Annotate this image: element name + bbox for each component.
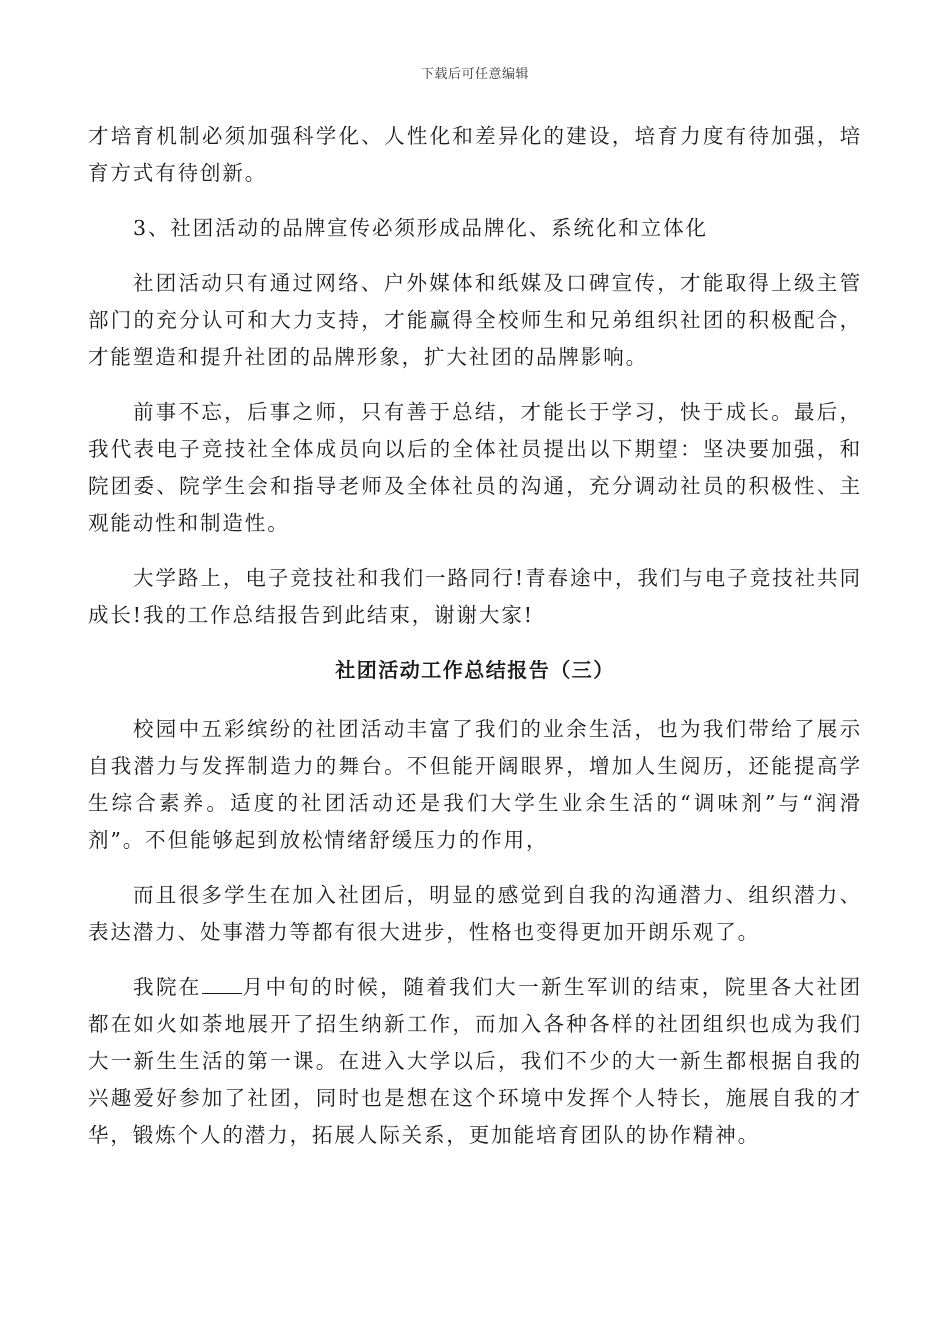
paragraph-continued: 才培育机制必须加强科学化、人性化和差异化的建设，培育力度有待加强，培育方式有待创新。 — [88, 124, 862, 185]
section-title: 社团活动工作总结报告（三） — [335, 658, 615, 682]
fill-in-blank — [202, 973, 242, 994]
paragraph-intro: 校园中五彩缤纷的社团活动丰富了我们的业余生活，也为我们带给了展示自我潜力与发挥制造力的舞台。不但能开阔眼界，增加人生阅历，还能提高学生综合素养。适度的社团活动还是我们大学生业余生活的“调味剂”与“润滑剂”。不但能够起到放松情绪舒缓压力的作用， — [88, 717, 862, 852]
paragraph-brand-promotion: 社团活动只有通过网络、户外媒体和纸媒及口碑宣传，才能取得上级主管部门的充分认可和大力支持，才能赢得全校师生和兄弟组织社团的积极配合，才能塑造和提升社团的品牌形象，扩大社团的品牌影响。 — [88, 271, 862, 369]
page-header: 下载后可任意编辑 — [420, 67, 529, 82]
recruitment-text-start: 我院在 — [133, 975, 202, 999]
paragraph-expectations: 前事不忘，后事之师，只有善于总结，才能长于学习，快于成长。最后，我代表电子竞技社全体成员向以后的全体社员提出以下期望：坚决要加强，和院团委、院学生会和指导老师及全体社员的沟通，充分调动社员的积极性、主观能动性和制造性。 — [88, 400, 862, 535]
paragraph-recruitment — [88, 969, 862, 1154]
paragraph-closing: 大学路上，电子竞技社和我们一路同行!青春途中，我们与电子竞技社共同成长!我的工作总结报告到此结束，谢谢大家! — [88, 566, 862, 627]
paragraph-progress: 而且很多学生在加入社团后，明显的感觉到自我的沟通潜力、组织潜力、表达潜力、处事潜力等都有很大进步，性格也变得更加开朗乐观了。 — [88, 883, 862, 944]
recruitment-text-rest: 月中旬的时候，随着我们大一新生军训的结束，院里各大社团都在如火如荼地展开了招生纳新工作，而加入各种各样的社团组织也成为我们大一新生生活的第一课。在进入大学以后，我们不少的大一新生都根据自我的兴趣爱好参加了社团，同时也是想在这个环境中发挥个人特长，施展自我的才华，锻炼个人的潜力，拓展人际关系，更加能培育团队的协作精神。 — [88, 975, 862, 1147]
document-body — [88, 118, 862, 1172]
numbered-heading-3: 3、社团活动的品牌宣传必须形成品牌化、系统化和立体化 — [133, 216, 708, 240]
